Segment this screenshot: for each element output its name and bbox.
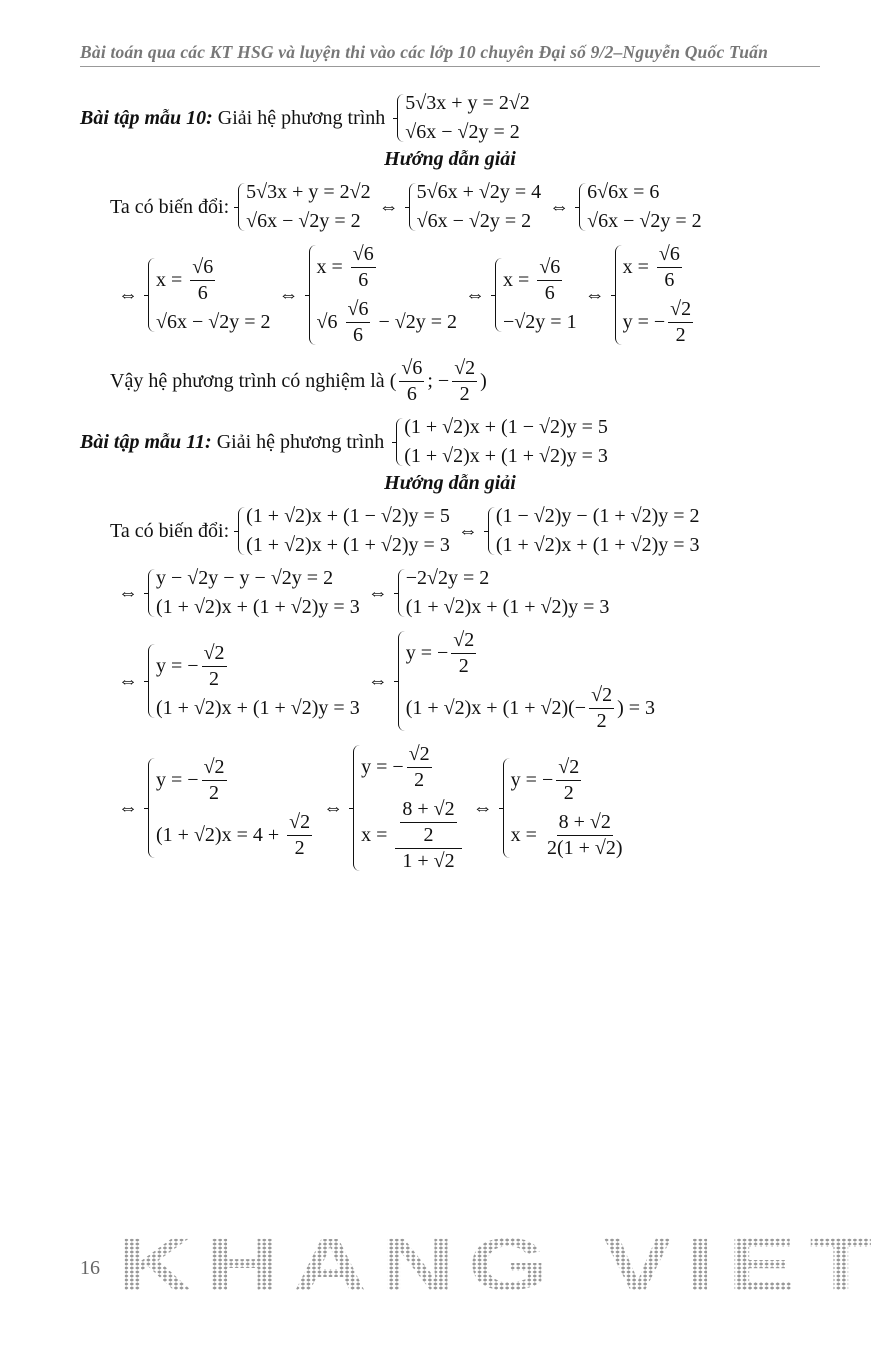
solution-row	[80, 567, 820, 619]
math-text: −√2y = 1	[503, 311, 577, 333]
problem-10-text: Giải hệ phương trình	[212, 106, 386, 129]
fraction	[668, 298, 693, 347]
equation	[156, 596, 360, 619]
equation	[417, 210, 542, 233]
problem-11-text: Giải hệ phương trình	[211, 430, 385, 453]
denominator	[196, 281, 210, 305]
equation	[246, 181, 371, 204]
math-text: √6x − √2y = 2	[416, 210, 532, 232]
equation	[405, 92, 530, 115]
numerator	[556, 756, 581, 781]
equation	[406, 684, 655, 733]
denominator	[674, 323, 688, 347]
math-text: 8 + √2	[402, 798, 455, 820]
math-text: x =	[361, 824, 393, 846]
math-text: x =	[622, 256, 654, 278]
equivalence-arrow: ⇔	[584, 283, 605, 306]
math-text: 6	[358, 269, 369, 291]
fraction	[202, 756, 227, 805]
problem-11-guide-heading: Hướng dẫn giải	[384, 472, 516, 494]
problem-10-guide-heading: Hướng dẫn giải	[384, 148, 516, 170]
problem-10-solution	[80, 181, 820, 406]
publisher-logo: KHANG VIET	[118, 1223, 886, 1306]
equation-system	[351, 743, 465, 873]
math-text: y = −	[361, 756, 404, 778]
fraction	[657, 243, 682, 292]
equivalence-arrow: ⇔	[367, 581, 388, 604]
numerator	[657, 243, 682, 268]
solution-row	[80, 181, 820, 233]
numerator	[407, 743, 432, 768]
math-text: x =	[510, 824, 542, 846]
numerator	[557, 811, 613, 836]
equivalence-arrow: ⇔	[118, 669, 138, 692]
math-text: √6	[347, 298, 369, 320]
fraction	[399, 357, 424, 406]
math-text: x =	[503, 269, 535, 291]
math-text: √6x − √2y = 2	[156, 311, 271, 333]
fraction	[351, 243, 376, 292]
equation	[156, 756, 315, 805]
solution-row	[80, 629, 820, 733]
denominator	[400, 849, 456, 873]
math-text: √2	[591, 684, 613, 706]
math-text: 2	[458, 655, 469, 677]
fraction	[545, 811, 625, 860]
math-text: √2	[454, 357, 476, 379]
denominator	[458, 382, 472, 406]
fraction	[537, 256, 562, 305]
equation	[511, 756, 628, 805]
math-text: 2(1 + √2)	[546, 837, 623, 859]
math-text: √6x − √2y = 2	[405, 121, 520, 143]
numerator	[400, 798, 456, 823]
equation-system	[236, 505, 450, 557]
problem-11-solution	[80, 505, 820, 873]
equation	[623, 298, 697, 347]
math-text: 1 + √2	[402, 850, 455, 872]
denominator	[595, 709, 609, 733]
equivalence-arrow: ⇔	[378, 195, 399, 218]
fraction	[287, 811, 312, 860]
equation	[503, 256, 577, 305]
math-text: (1 + √2)x + (1 + √2)y = 3	[246, 534, 450, 556]
math-text: (1 + √2)x + (1 + √2)(−	[405, 697, 587, 719]
equation-system	[146, 256, 271, 334]
problem-11-label: Bài tập mẫu 11:	[80, 430, 212, 453]
equation-system	[577, 181, 702, 233]
equation-system	[396, 567, 610, 619]
math-text: 2	[675, 324, 686, 346]
math-text: )	[480, 370, 487, 392]
equation	[511, 811, 628, 860]
fraction	[451, 629, 476, 678]
math-text: 6	[544, 282, 555, 304]
math-text: √2	[408, 743, 430, 765]
math-text: 2	[414, 769, 425, 791]
numerator	[668, 298, 693, 323]
equation	[156, 567, 360, 590]
fraction	[346, 298, 371, 347]
equation	[406, 629, 655, 678]
solution-row	[80, 743, 820, 873]
equivalence-arrow: ⇔	[278, 283, 299, 306]
numerator	[451, 629, 476, 654]
equation	[317, 298, 458, 347]
numerator	[395, 798, 461, 849]
equation	[406, 596, 610, 619]
denominator	[405, 382, 419, 406]
equation	[246, 534, 450, 557]
equation	[623, 243, 697, 292]
equation	[156, 697, 360, 720]
equivalence-arrow: ⇔	[549, 195, 570, 218]
text: Ta có biến đổi:	[110, 519, 235, 542]
math-text: √6x − √2y = 2	[246, 210, 361, 232]
math-text: (1 + √2)x + (1 + √2)y = 3	[405, 596, 610, 618]
equation	[156, 256, 271, 305]
math-text: √6	[352, 243, 374, 265]
equivalence-arrow: ⇔	[465, 283, 486, 306]
math-text: (1 + √2)x + (1 + √2)y = 3	[404, 445, 608, 467]
equivalence-arrow: ⇔	[323, 796, 344, 819]
fraction	[589, 684, 614, 733]
denominator	[207, 667, 221, 691]
math-text: y = −	[622, 311, 666, 333]
equation-system	[307, 243, 458, 347]
denominator	[351, 323, 365, 347]
numerator	[399, 357, 424, 382]
fraction	[452, 357, 477, 406]
equation	[156, 311, 271, 334]
equation-system	[501, 756, 628, 860]
math-text: √2	[203, 642, 225, 664]
math-text: √6	[316, 311, 343, 333]
math-text: √6	[658, 243, 680, 265]
fraction	[395, 798, 461, 873]
math-text: √6	[539, 256, 561, 278]
equivalence-arrow: ⇔	[457, 519, 478, 542]
math-text: y = −	[156, 655, 199, 677]
equation-system	[407, 181, 542, 233]
math-text: 2	[596, 710, 607, 732]
math-text: 2	[209, 782, 220, 804]
fraction	[202, 642, 227, 691]
denominator	[422, 823, 436, 847]
math-text: (1 + √2)x = 4 +	[156, 824, 285, 846]
equation	[405, 121, 530, 144]
equation	[587, 181, 702, 204]
math-text: √2	[289, 811, 311, 833]
equation	[496, 505, 700, 528]
numerator	[589, 684, 614, 709]
equation-system	[236, 181, 371, 233]
denominator	[562, 781, 576, 805]
math-text: (1 + √2)x + (1 + √2)y = 3	[156, 596, 360, 618]
math-text: 6	[197, 282, 208, 304]
equation-system	[395, 92, 530, 144]
math-text: −2√2y = 2	[405, 567, 490, 589]
math-text: √2	[453, 629, 475, 651]
denominator	[412, 768, 426, 792]
expression	[390, 357, 487, 406]
math-text: x =	[156, 269, 188, 291]
denominator	[293, 836, 307, 860]
math-text: 2	[459, 383, 470, 405]
problem-10-label: Bài tập mẫu 10:	[80, 106, 213, 129]
equation	[361, 798, 465, 873]
equation-system	[613, 243, 697, 347]
numerator	[190, 256, 215, 281]
equation	[406, 567, 610, 590]
text: Vậy hệ phương trình có nghiệm là	[110, 370, 390, 392]
math-text: (	[389, 370, 397, 392]
math-text: 5√6x + √2y = 4	[416, 181, 542, 203]
math-text: 6	[664, 269, 675, 291]
equation	[156, 811, 315, 860]
math-text: (1 + √2)x + (1 − √2)y = 5	[246, 505, 450, 527]
numerator	[351, 243, 376, 268]
math-text: 5√3x + y = 2√2	[405, 92, 530, 114]
math-text: y = −	[156, 769, 199, 791]
math-text: 2	[294, 837, 305, 859]
math-text: 8 + √2	[558, 811, 611, 833]
math-text: 6√6x = 6	[587, 181, 660, 203]
problem-11-statement	[80, 416, 820, 468]
math-text: √6	[192, 256, 214, 278]
denominator	[356, 268, 370, 292]
numerator	[202, 642, 227, 667]
problem-11-system	[392, 416, 610, 468]
equivalence-arrow: ⇔	[118, 283, 138, 306]
equation	[404, 445, 608, 468]
denominator	[543, 281, 557, 305]
fraction	[400, 798, 456, 847]
fraction	[407, 743, 432, 792]
equation	[417, 181, 542, 204]
math-text: x =	[316, 256, 348, 278]
numerator	[287, 811, 312, 836]
equation-system	[396, 629, 655, 733]
equation-system	[486, 505, 700, 557]
math-text: (1 − √2)y − (1 + √2)y = 2	[495, 505, 700, 527]
running-header: Bài toán qua các KT HSG và luyện thi vào các lớp 10 chuyên Đại số 9/2–Nguyễn Quốc Tuấn	[80, 42, 820, 67]
math-text: √6	[401, 357, 423, 379]
numerator	[202, 756, 227, 781]
equivalence-arrow: ⇔	[367, 669, 388, 692]
fraction	[190, 256, 215, 305]
equation	[361, 743, 465, 792]
denominator	[545, 836, 625, 860]
denominator	[207, 781, 221, 805]
math-text: (1 + √2)x + (1 + √2)y = 3	[495, 534, 700, 556]
numerator	[346, 298, 371, 323]
denominator	[457, 654, 471, 678]
equation-system	[493, 256, 577, 334]
fraction	[556, 756, 581, 805]
math-text: 5√3x + y = 2√2	[246, 181, 371, 203]
equation-system	[146, 756, 315, 860]
math-text: √2	[203, 756, 225, 778]
page-content	[80, 92, 820, 883]
math-text: (1 + √2)x + (1 − √2)y = 5	[404, 416, 608, 438]
denominator	[662, 268, 676, 292]
math-text: − √2y = 2	[373, 311, 458, 333]
solution-row	[80, 243, 820, 347]
page-number: 16	[80, 1257, 100, 1279]
solution-row	[80, 357, 820, 406]
math-text: √2	[558, 756, 580, 778]
math-text: 2	[563, 782, 574, 804]
math-text: y − √2y − y − √2y = 2	[156, 567, 334, 589]
math-text: 6	[352, 324, 363, 346]
math-text: y = −	[510, 769, 554, 791]
equivalence-arrow: ⇔	[472, 796, 493, 819]
problem-10-system	[393, 92, 532, 144]
equation	[496, 534, 700, 557]
numerator	[537, 256, 562, 281]
equation-system	[394, 416, 608, 468]
math-text: √6x − √2y = 2	[587, 210, 702, 232]
math-text: ; −	[427, 370, 450, 392]
math-text: 2	[209, 668, 220, 690]
equation	[404, 416, 608, 439]
math-text: √2	[670, 298, 692, 320]
numerator	[452, 357, 477, 382]
math-text: ) = 3	[617, 697, 656, 719]
math-text: 2	[423, 824, 434, 846]
equation	[587, 210, 702, 233]
equation-system	[146, 642, 360, 720]
equation	[246, 210, 371, 233]
math-text: 6	[406, 383, 417, 405]
problem-10-statement	[80, 92, 820, 144]
text: Ta có biến đổi:	[110, 195, 235, 218]
equation	[246, 505, 450, 528]
equation-system	[146, 567, 360, 619]
equivalence-arrow: ⇔	[118, 796, 138, 819]
equivalence-arrow: ⇔	[118, 581, 138, 604]
equation	[156, 642, 360, 691]
equation	[317, 243, 458, 292]
math-text: (1 + √2)x + (1 + √2)y = 3	[156, 697, 360, 719]
solution-row	[80, 505, 820, 557]
math-text: y = −	[405, 642, 449, 664]
equation	[503, 311, 577, 334]
